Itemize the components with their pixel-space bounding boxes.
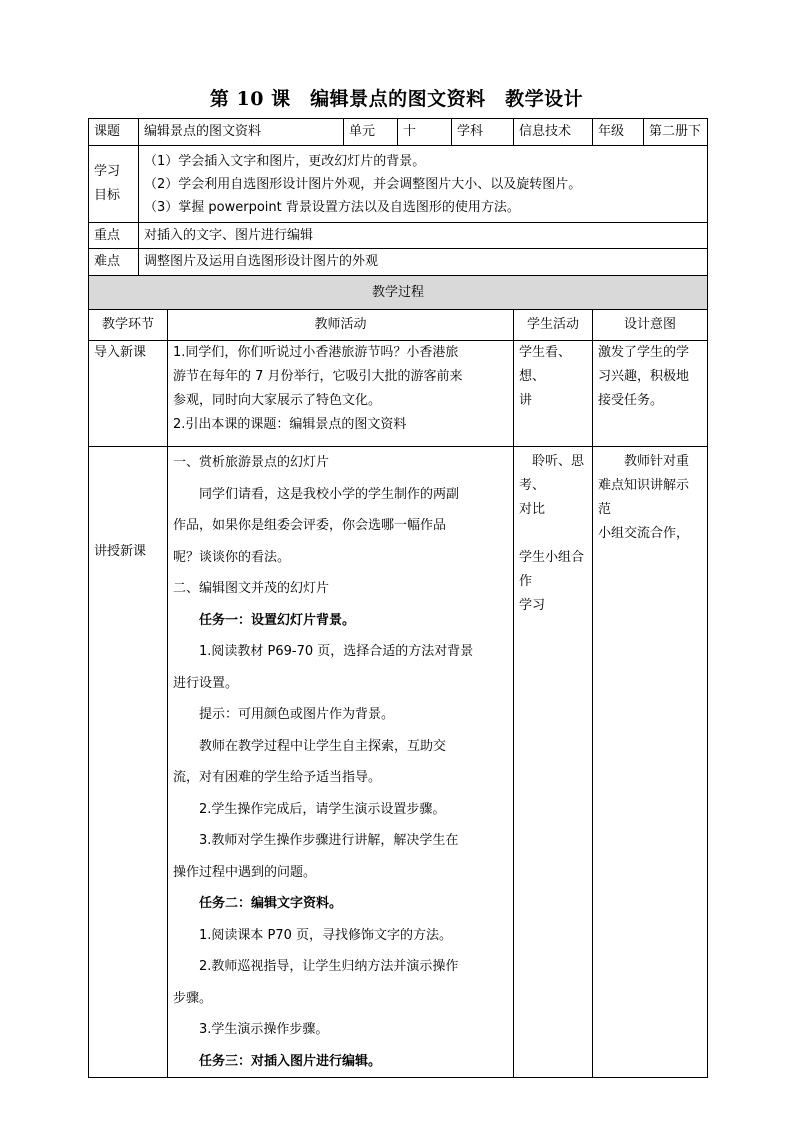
key-point-text: 对插入的文字、图片进行编辑 (139, 223, 708, 249)
goal-item: （1）学会插入文字和图片，更改幻灯片的背景。 (144, 153, 426, 169)
goal-item: （3）掌握 powerpoint 背景设置方法以及自选图形的使用方法。 (144, 199, 520, 215)
intro-student: 学生看、想、 讲 (514, 341, 593, 447)
subject-label: 学科 (452, 119, 514, 146)
lecture-intent: 教师针对重 难点知识讲解示 范 小组交流合作， (593, 447, 708, 1078)
intro-row (89, 341, 708, 447)
key-point-row (89, 223, 708, 249)
col-stage: 教学环节 (89, 310, 168, 341)
intro-teacher: 1.同学们，你们听说过小香港旅游节吗？小香港旅 游节在每年的 7 月份举行，它吸引大批的游客前来 参观，同时向大家展示了特色文化。 2.引出本课的课题：编辑景点的图文资料 (168, 341, 514, 447)
col-intent: 设计意图 (593, 310, 708, 341)
unit-label: 单元 (344, 119, 398, 146)
column-header-row (89, 310, 708, 341)
subject-value: 信息技术 (514, 119, 593, 146)
difficult-point-row (89, 249, 708, 276)
process-header: 教学过程 (89, 276, 708, 310)
topic-label: 课题 (89, 119, 139, 146)
lecture-row (89, 447, 708, 1078)
goals-label: 学习 目标 (89, 146, 139, 223)
intro-intent: 激发了学生的学 习兴趣，积极地 接受任务。 (593, 341, 708, 447)
grade-value: 第二册下 (644, 119, 708, 146)
goals-list (139, 146, 708, 223)
goal-item: （2）学会利用自选图形设计图片外观，并会调整图片大小、以及旋转图片。 (144, 176, 582, 192)
difficult-point-text: 调整图片及运用自选图形设计图片的外观 (139, 249, 708, 276)
difficult-point-label: 难点 (89, 249, 139, 276)
lecture-student: 聆听、思考、 对比 学生小组合作 学习 (514, 447, 593, 1078)
info-row (89, 119, 708, 146)
topic-value: 编辑景点的图文资料 (139, 119, 344, 146)
lesson-plan-table (88, 118, 708, 1078)
lecture-teacher: 一、赏析旅游景点的幻灯片 同学们请看，这是我校小学的学生制作的两副 作品，如果你是组委会评委，你会选哪一幅作品 呢？谈谈你的看法。 二、编辑图文并茂的幻灯片 任务一：设置幻灯片背景。 1.阅读教材 P69-70 页，选择合适的方法对背景 进行设置。 提示：可用颜色或图片作为背景。 教师在教学过程中让学生自主探索，互助交 流，对有困难的学生给予适当指导。 2.学生操作完成后，请学生演示设置步骤。 3.教师对学生操作步骤进行讲解，解决学生在 操作过程中遇到的问题。 任务二：编辑文字资料。 1.阅读课本 P70 页，寻找修饰文字的方法。 2.教师巡视指导，让学生归纳方法并演示操作 步骤。 3.学生演示操作步骤。 任务三：对插入图片进行编辑。 (168, 447, 514, 1078)
col-student: 学生活动 (514, 310, 593, 341)
lecture-stage: 讲授新课 (89, 447, 168, 1078)
unit-value: 十 (398, 119, 452, 146)
process-header-row (89, 276, 708, 310)
goals-row (89, 146, 708, 223)
col-teacher: 教师活动 (168, 310, 514, 341)
intro-stage: 导入新课 (89, 341, 168, 447)
page-title: 第 10 课 编辑景点的图文资料 教学设计 (209, 88, 584, 110)
key-point-label: 重点 (89, 223, 139, 249)
grade-label: 年级 (593, 119, 644, 146)
